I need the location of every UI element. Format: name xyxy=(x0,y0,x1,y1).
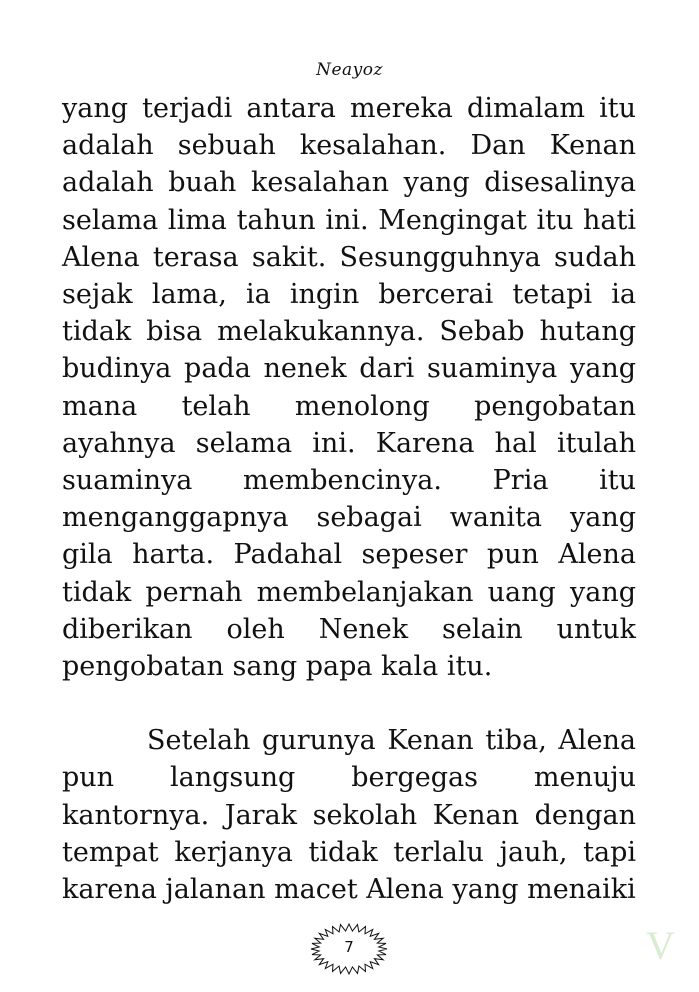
body-text xyxy=(62,90,636,908)
paragraph-2: Setelah gurunya Kenan tiba, Alena pun langsung bergegas menuju kantornya. Jarak sekolah Kenan dengan tempat kerjanya tidak terlalu jauh, tapi karena jalanan macet Alena yang menaiki xyxy=(62,725,636,906)
page-number-badge xyxy=(309,922,389,978)
running-header-author: Neayoz xyxy=(316,60,383,80)
watermark-letter: V xyxy=(646,923,675,968)
page-number: 7 xyxy=(344,938,354,956)
paragraph-1: yang terjadi antara mereka dimalam itu adalah sebuah kesalahan. Dan Kenan adalah buah kesalahan yang disesalinya selama lima tahun ini. Mengingat itu hati Alena terasa sakit. Sesungguhnya sudah sejak lama, ia ingin bercerai tetapi ia tidak bisa melakukannya. Sebab hutang budinya pada nenek dari suaminya yang mana telah menolong pengobatan ayahnya selama ini. Karena hal itulah suaminya membencinya. Pria itu menganggapnya sebagai wanita yang gila harta. Padahal sepeser pun Alena tidak pernah membelanjakan uang yang diberikan oleh Nenek selain untuk pengobatan sang papa kala itu. xyxy=(62,93,636,683)
